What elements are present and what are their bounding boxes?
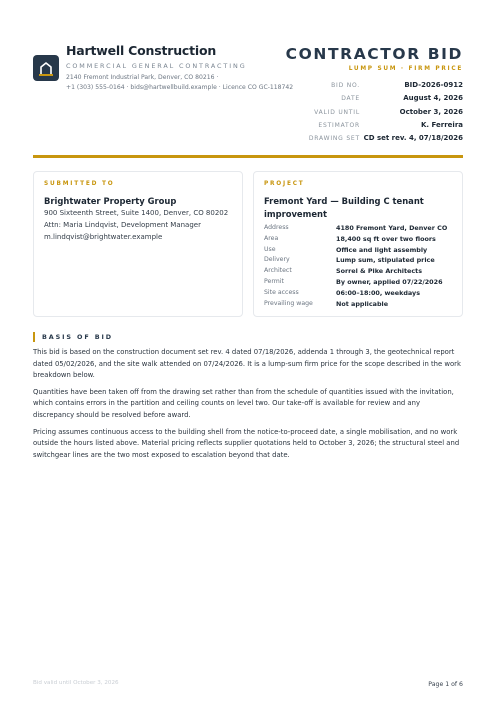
fact-value: 18,400 sq ft over two floors: [336, 234, 436, 243]
project-fact: [264, 256, 459, 267]
basis-of-bid-body: [33, 347, 463, 466]
project-fact: [264, 278, 459, 289]
meta-label: VALID UNTIL: [314, 108, 360, 116]
meta-label: ESTIMATOR: [318, 121, 360, 129]
meta-row-bid-no: [288, 81, 463, 94]
meta-label: DRAWING SET: [308, 135, 360, 143]
fact-label: Area: [264, 234, 279, 242]
body-paragraph: Pricing assumes continuous access to the building shell from the notice-to-proceed date, a single mobilisation, and no work outside the hours listed above. Material pricing reflects supplier quotations held to October 3, 2026; the structural steel and switchgear lines are the two most exposed to escalation beyond that date.: [33, 427, 460, 459]
company-logo: [33, 55, 59, 81]
client-email: m.lindqvist@brightwater.example: [44, 233, 163, 241]
footer-note: Bid valid until October 3, 2026: [33, 680, 119, 686]
company-contact: +1 (303) 555-0164 · bids@hartwellbuild.example · Licence CO GC-118742: [66, 84, 294, 91]
meta-value: BID-2026-0912: [404, 81, 463, 89]
project-fact: [264, 267, 459, 278]
fact-label: Address: [264, 224, 289, 231]
body-paragraph: Quantities have been taken off from the drawing set rather than from the schedule of quantities issued with the invitation, which contains errors in the partition and ceiling counts on level two. Our take-off is available for review and any discrepancy should be resolved before award.: [33, 387, 454, 419]
project-fact: [264, 300, 459, 311]
fact-value: 06:00–18:00, weekdays: [336, 288, 421, 297]
section-title: BASIS OF BID: [42, 333, 114, 341]
fact-value: Not applicable: [336, 299, 389, 308]
fact-value: Sorrel & Pike Architects: [336, 267, 423, 276]
meta-label: DATE: [341, 95, 360, 103]
project-fact: [264, 224, 459, 235]
meta-row-estimator: [288, 121, 463, 134]
client-address: 900 Sixteenth Street, Suite 1400, Denver, CO 80202: [44, 209, 229, 217]
meta-row-valid-until: [288, 108, 463, 121]
fact-label: Site access: [264, 288, 299, 296]
house-icon: [39, 60, 53, 76]
fact-value: Office and light assembly: [336, 245, 428, 254]
meta-value: K. Ferreira: [421, 120, 463, 129]
fact-label: Prevailing wage: [264, 299, 313, 307]
meta-label: BID NO.: [331, 82, 360, 89]
letterhead: [33, 42, 463, 154]
project-label: PROJECT: [264, 181, 305, 187]
fact-label: Use: [264, 245, 276, 253]
meta-value: August 4, 2026: [403, 94, 463, 103]
basis-of-bid-heading: [33, 332, 113, 342]
project-facts: [264, 224, 459, 310]
client-attention: Attn: Maria Lindqvist, Development Manager: [44, 221, 201, 229]
meta-value: October 3, 2026: [399, 107, 463, 116]
submitted-to-label: SUBMITTED TO: [44, 181, 115, 187]
fact-value: By owner, applied 07/22/2026: [336, 277, 443, 286]
client-name: Brightwater Property Group: [44, 196, 177, 206]
project-fact: [264, 235, 459, 246]
document-title: CONTRACTOR BID: [285, 45, 463, 63]
company-block: [66, 43, 316, 91]
project-card: [253, 171, 463, 317]
fact-label: Permit: [264, 277, 284, 285]
fact-value: Lump sum, stipulated price: [336, 256, 435, 265]
fact-label: Architect: [264, 267, 292, 275]
meta-row-date: [288, 94, 463, 107]
document-subtitle: LUMP SUM · FIRM PRICE: [348, 66, 463, 72]
meta-value: CD set rev. 4, 07/18/2026: [363, 134, 463, 143]
project-fact: [264, 246, 459, 257]
fact-value: 4180 Fremont Yard, Denver CO: [336, 224, 448, 232]
header-divider: [33, 155, 463, 158]
page-number: Page 1 of 6: [428, 681, 463, 688]
meta-row-drawing-set: [288, 134, 463, 147]
company-name: Hartwell Construction: [66, 43, 217, 58]
fact-label: Delivery: [264, 256, 290, 264]
company-address: 2140 Fremont Industrial Park, Denver, CO 80216 ·: [66, 74, 219, 81]
project-name: Fremont Yard — Building C tenant improvement: [264, 196, 424, 219]
submitted-to-card: [33, 171, 243, 317]
project-fact: [264, 289, 459, 300]
body-paragraph: This bid is based on the construction document set rev. 4 dated 07/18/2026, addenda 1 through 3, the geotechnical report dated 05/02/2026, and the site walk attended on 07/24/2026. It is a lump-sum firm price for the scope described in the work breakdown below.: [33, 348, 461, 380]
bid-meta: [288, 81, 463, 147]
company-tagline: COMMERCIAL GENERAL CONTRACTING: [66, 62, 247, 70]
